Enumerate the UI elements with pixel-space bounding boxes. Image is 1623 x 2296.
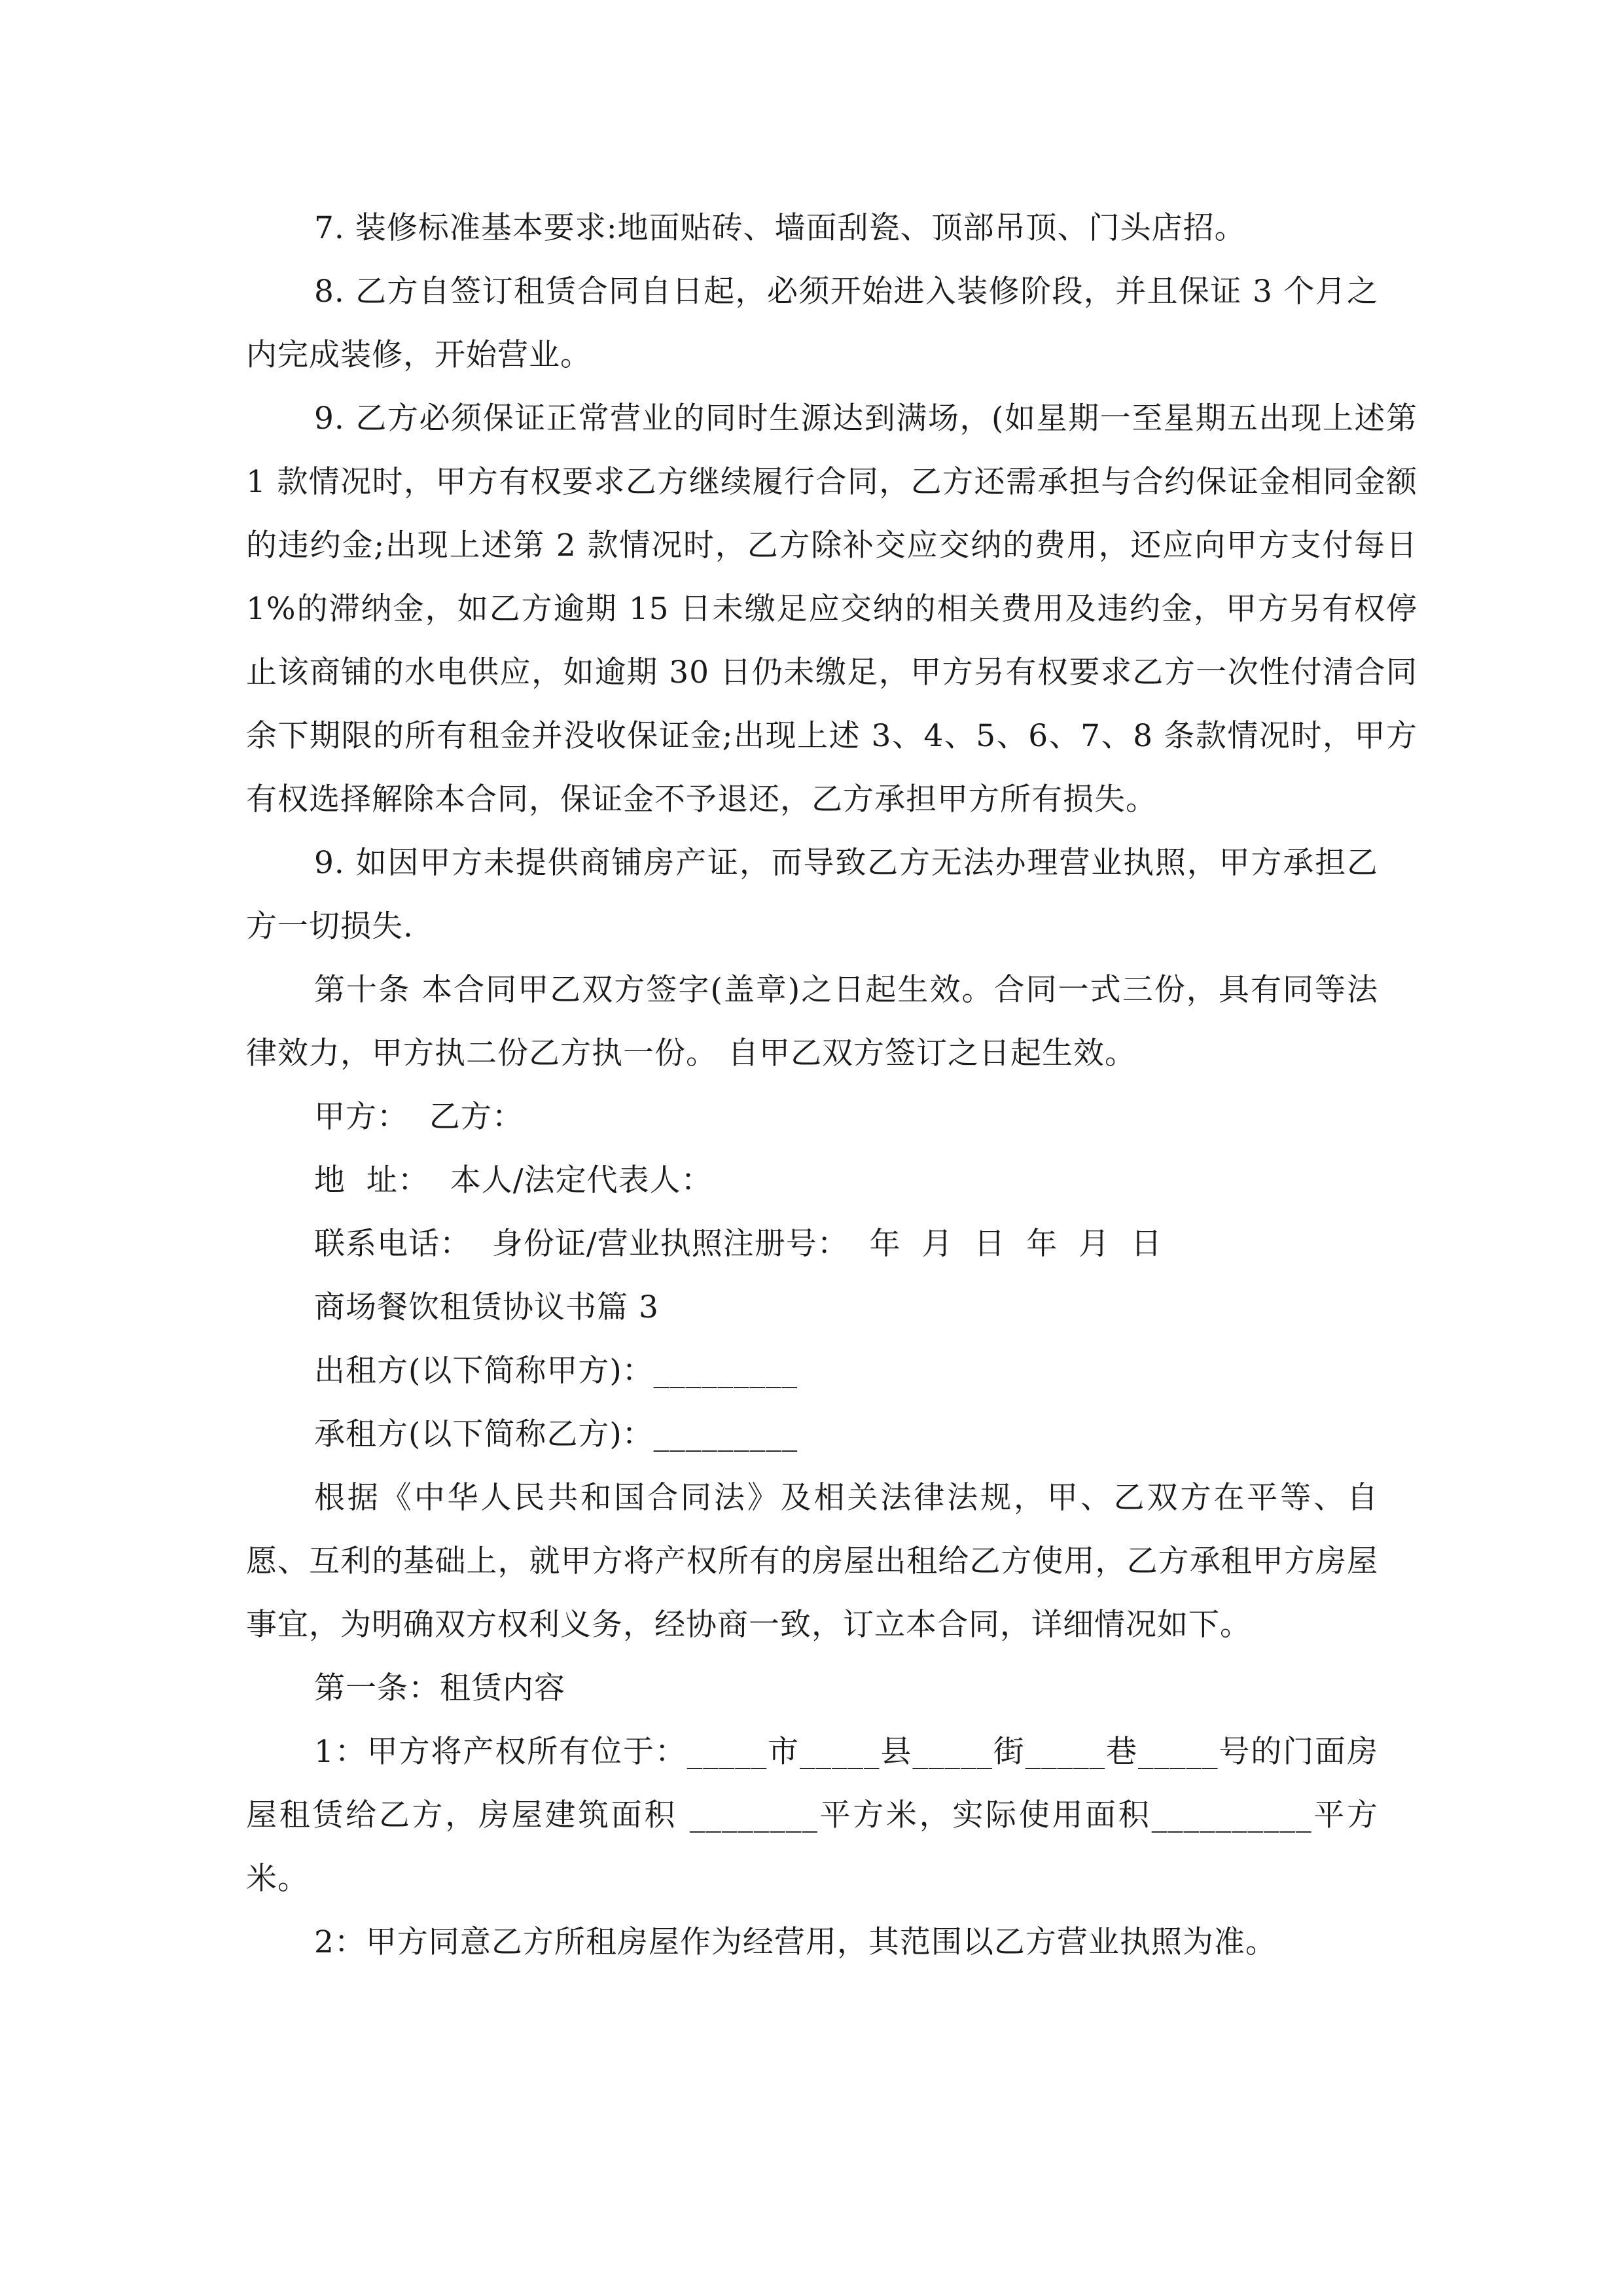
- article-10-effectiveness: 第十条 本合同甲乙双方签字(盖章)之日起生效。合同一式三份，具有同等法律效力，甲方执二份乙方执一份。 自甲乙双方签订之日起生效。: [246, 972, 1378, 1071]
- lessor-line: 出租方(以下简称甲方)：_________: [314, 1353, 798, 1389]
- clause-9-operation-requirements: 9. 乙方必须保证正常营业的同时生源达到满场，(如星期一至星期五出现上述第 1 款情况时，甲方有权要求乙方继续履行合同，乙方还需承担与合约保证金相同金额的违约金;出现上述第 2 款情况时，乙方除补交应交纳的费用，还应向甲方支付每日 1%的滞纳金，如乙方逾期 15 日未缴足应交纳的相关费用及违约金，甲方另有权停止该商铺的水电供应，如逾期 30 日仍未缴足，甲方另有权要求乙方一次性付清合同余下期限的所有租金并没收保证金;出现上述 3、4、5、6、7、8 条款情况时，甲方有权选择解除本合同，保证金不予退还，乙方承担甲方所有损失。: [246, 401, 1428, 817]
- clause-8-renovation-period: 8. 乙方自签订租赁合同自日起，必须开始进入装修阶段，并且保证 3 个月之内完成装修，开始营业。: [246, 274, 1378, 373]
- signature-address: 地 址： 本人/法定代表人：: [314, 1162, 713, 1198]
- clause-7-decoration-standard: 7. 装修标准基本要求:地面贴砖、墙面刮瓷、顶部吊顶、门头店招。: [314, 210, 1246, 246]
- article-1-item-1: 1：甲方将产权所有位于：_____市_____县_____街_____巷_____号的门面房屋租赁给乙方，房屋建筑面积 ________平方米，实际使用面积__________平方米。: [246, 1734, 1378, 1897]
- signature-contact: 联系电话： 身份证/营业执照注册号： 年 月 日 年 月 日: [314, 1226, 1162, 1262]
- lessee-line: 承租方(以下简称乙方)：_________: [314, 1416, 798, 1452]
- article-1-title: 第一条：租赁内容: [314, 1670, 565, 1706]
- article-1-item-2: 2：甲方同意乙方所租房屋作为经营用，其范围以乙方营业执照为准。: [314, 1924, 1277, 1960]
- document-body: [246, 196, 1428, 1974]
- preamble-paragraph: 根据《中华人民共和国合同法》及相关法律法规，甲、乙双方在平等、自愿、互利的基础上，就甲方将产权所有的房屋出租给乙方使用，乙方承租甲方房屋事宜，为明确双方权利义务，经协商一致，订立本合同，详细情况如下。: [246, 1480, 1378, 1643]
- section-heading: 商场餐饮租赁协议书篇 3: [314, 1289, 659, 1325]
- clause-9-license-liability: 9. 如因甲方未提供商铺房产证，而导致乙方无法办理营业执照，甲方承担乙方一切损失.: [246, 845, 1378, 944]
- signature-parties: 甲方： 乙方：: [314, 1099, 524, 1135]
